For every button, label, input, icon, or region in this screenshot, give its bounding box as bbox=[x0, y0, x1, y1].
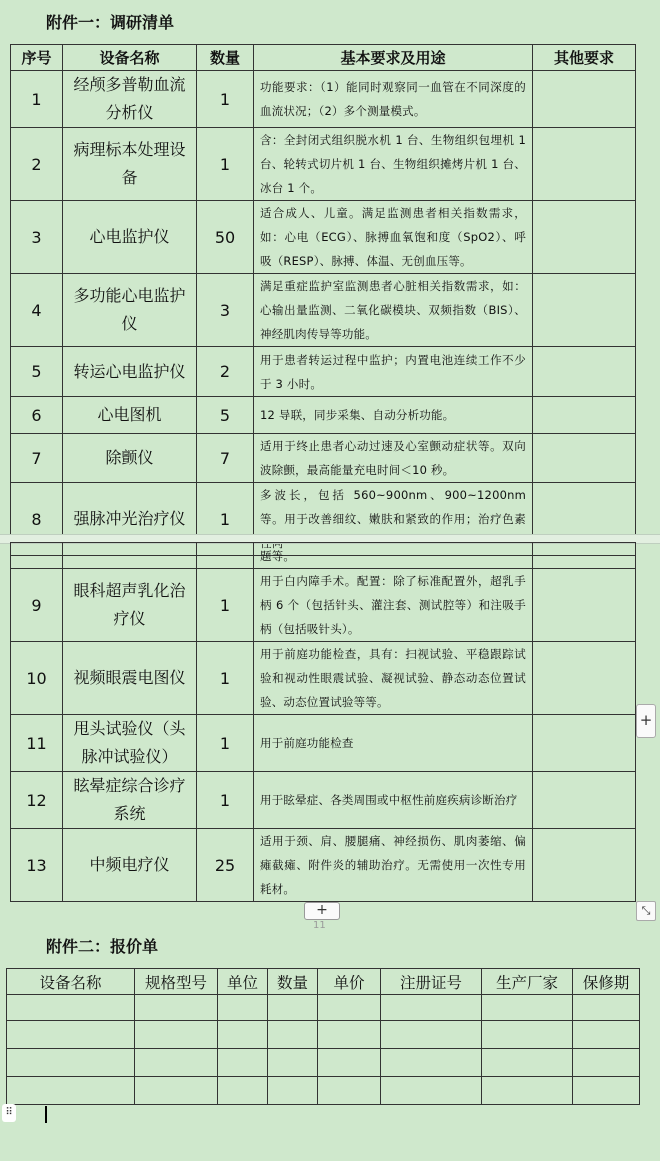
row-device-name: 除颤仪 bbox=[63, 434, 197, 483]
cell[interactable] bbox=[381, 1021, 482, 1049]
table-row bbox=[7, 1077, 640, 1105]
row-requirements: 含：全封闭式组织脱水机 1 台、生物组织包埋机 1 台、轮转式切片机 1 台、生物组织摊烤片机 1 台、冰台 1 个。 bbox=[254, 128, 533, 201]
row-other bbox=[533, 434, 636, 483]
row-index: 4 bbox=[11, 274, 63, 347]
table-row bbox=[11, 347, 636, 397]
row-requirements: 用于眩晕症、各类周围或中枢性前庭疾病诊断治疗 bbox=[254, 772, 533, 829]
cell[interactable] bbox=[482, 1021, 573, 1049]
row-quantity: 25 bbox=[197, 829, 254, 902]
table-header-row bbox=[7, 969, 640, 995]
row-other bbox=[533, 829, 636, 902]
row-device-name: 病理标本处理设备 bbox=[63, 128, 197, 201]
cell[interactable] bbox=[135, 1021, 218, 1049]
cell[interactable] bbox=[7, 1077, 135, 1105]
row-other bbox=[533, 397, 636, 434]
cell[interactable] bbox=[7, 1049, 135, 1077]
row-other bbox=[533, 569, 636, 642]
survey-table-continued bbox=[10, 542, 636, 902]
row-index: 5 bbox=[11, 347, 63, 397]
row-other bbox=[533, 772, 636, 829]
cell[interactable] bbox=[381, 995, 482, 1021]
cell[interactable] bbox=[482, 1049, 573, 1077]
cell[interactable] bbox=[318, 1049, 381, 1077]
row-index: 3 bbox=[11, 201, 63, 274]
row-requirements: 12 导联，同步采集、自动分析功能。 bbox=[254, 397, 533, 434]
cell[interactable] bbox=[381, 1049, 482, 1077]
row-quantity bbox=[197, 543, 254, 569]
cell[interactable] bbox=[318, 1021, 381, 1049]
row-index: 12 bbox=[11, 772, 63, 829]
header-unit-price: 单价 bbox=[318, 969, 381, 995]
header-device-name: 设备名称 bbox=[7, 969, 135, 995]
table-row bbox=[11, 569, 636, 642]
header-requirements: 基本要求及用途 bbox=[254, 45, 533, 71]
cell[interactable] bbox=[218, 1049, 268, 1077]
row-other bbox=[533, 347, 636, 397]
add-row-button[interactable] bbox=[304, 902, 340, 920]
cell[interactable] bbox=[482, 1077, 573, 1105]
table-row bbox=[11, 829, 636, 902]
cell[interactable] bbox=[573, 1049, 640, 1077]
row-device-name: 眩晕症综合诊疗系统 bbox=[63, 772, 197, 829]
row-index: 1 bbox=[11, 71, 63, 128]
header-quantity: 数量 bbox=[268, 969, 318, 995]
row-index: 2 bbox=[11, 128, 63, 201]
survey-table bbox=[10, 44, 636, 556]
row-quantity: 1 bbox=[197, 569, 254, 642]
table-header-row bbox=[11, 45, 636, 71]
cell[interactable] bbox=[482, 995, 573, 1021]
row-index: 8 bbox=[11, 483, 63, 556]
cell[interactable] bbox=[135, 995, 218, 1021]
resize-icon[interactable]: ⤡ bbox=[636, 901, 656, 921]
header-index: 序号 bbox=[11, 45, 63, 71]
row-requirements: 适用于颈、肩、腰腿痛、神经损伤、肌肉萎缩、偏瘫截瘫、附件炎的辅助治疗。无需使用一次性专用耗材。 bbox=[254, 829, 533, 902]
row-quantity: 7 bbox=[197, 434, 254, 483]
cell[interactable] bbox=[218, 995, 268, 1021]
table-row bbox=[7, 1021, 640, 1049]
cell[interactable] bbox=[573, 1021, 640, 1049]
table-row bbox=[11, 128, 636, 201]
table-row bbox=[7, 995, 640, 1021]
cell[interactable] bbox=[318, 995, 381, 1021]
row-requirements: 适用于终止患者心动过速及心室颤动症状等。双向波除颤，最高能量充电时间＜10 秒。 bbox=[254, 434, 533, 483]
cell[interactable] bbox=[268, 1021, 318, 1049]
row-quantity: 5 bbox=[197, 397, 254, 434]
row-index: 10 bbox=[11, 642, 63, 715]
row-device-name: 转运心电监护仪 bbox=[63, 347, 197, 397]
row-requirements: 满足重症监护室监测患者心脏相关指数需求，如：心输出量监测、二氧化碳模块、双频指数（BIS）、神经肌肉传导等功能。 bbox=[254, 274, 533, 347]
row-device-name: 强脉冲光治疗仪 bbox=[63, 483, 197, 556]
cell[interactable] bbox=[7, 1021, 135, 1049]
table-row bbox=[7, 1049, 640, 1077]
row-requirements: 用于前庭功能检查，具有：扫视试验、平稳跟踪试验和视动性眼震试验、凝视试验、静态动态位置试验、动态位置试验等等。 bbox=[254, 642, 533, 715]
row-index: 11 bbox=[11, 715, 63, 772]
cell[interactable] bbox=[318, 1077, 381, 1105]
row-device-name: 甩头试验仪（头脉冲试验仪） bbox=[63, 715, 197, 772]
header-warranty: 保修期 bbox=[573, 969, 640, 995]
table-row bbox=[11, 71, 636, 128]
table-row bbox=[11, 274, 636, 347]
row-other bbox=[533, 543, 636, 569]
row-requirements: 适合成人、儿童。满足监测患者相关指数需求，如：心电（ECG）、脉搏血氧饱和度（SpO2）、呼吸（RESP）、脉搏、体温、无创血压等。 bbox=[254, 201, 533, 274]
row-other bbox=[533, 71, 636, 128]
row-index bbox=[11, 543, 63, 569]
text-cursor bbox=[45, 1106, 47, 1123]
row-other bbox=[533, 201, 636, 274]
row-quantity: 1 bbox=[197, 71, 254, 128]
row-requirements: 用于前庭功能检查 bbox=[254, 715, 533, 772]
cell[interactable] bbox=[268, 1049, 318, 1077]
cell[interactable] bbox=[135, 1077, 218, 1105]
row-device-name: 心电图机 bbox=[63, 397, 197, 434]
row-other bbox=[533, 128, 636, 201]
header-registration-no: 注册证号 bbox=[381, 969, 482, 995]
row-other bbox=[533, 715, 636, 772]
cell[interactable] bbox=[7, 995, 135, 1021]
row-quantity: 50 bbox=[197, 201, 254, 274]
table-row bbox=[11, 772, 636, 829]
row-device-name: 经颅多普勒血流分析仪 bbox=[63, 71, 197, 128]
row-quantity: 1 bbox=[197, 642, 254, 715]
cell[interactable] bbox=[218, 1021, 268, 1049]
row-device-name: 心电监护仪 bbox=[63, 201, 197, 274]
row-quantity: 1 bbox=[197, 772, 254, 829]
row-index: 7 bbox=[11, 434, 63, 483]
row-requirements: 题等。 bbox=[254, 543, 533, 569]
row-device-name: 视频眼震电图仪 bbox=[63, 642, 197, 715]
quotation-table bbox=[6, 968, 640, 1105]
row-requirements: 多波长，包括 560~900nm、900~1200nm 等。用于改善细纹、嫩肤和紧致的作用；治疗色素 bbox=[254, 483, 533, 556]
drag-handle-icon[interactable]: ⠿ bbox=[2, 1104, 16, 1122]
table-row bbox=[11, 715, 636, 772]
header-manufacturer: 生产厂家 bbox=[482, 969, 573, 995]
table-row bbox=[11, 434, 636, 483]
table-row bbox=[11, 397, 636, 434]
row-device-name: 眼科超声乳化治疗仪 bbox=[63, 569, 197, 642]
row-quantity: 1 bbox=[197, 483, 254, 556]
row-index: 6 bbox=[11, 397, 63, 434]
cell[interactable] bbox=[381, 1077, 482, 1105]
row-quantity: 2 bbox=[197, 347, 254, 397]
row-requirements: 用于白内障手术。配置：除了标准配置外，超乳手柄 6 个（包括针头、灌注套、测试腔等）和注吸手柄（包括吸针头）。 bbox=[254, 569, 533, 642]
cell[interactable] bbox=[268, 1077, 318, 1105]
page-number: 11 bbox=[313, 920, 326, 931]
header-model: 规格型号 bbox=[135, 969, 218, 995]
cell[interactable] bbox=[135, 1049, 218, 1077]
row-other bbox=[533, 642, 636, 715]
header-device-name: 设备名称 bbox=[63, 45, 197, 71]
cell[interactable] bbox=[573, 995, 640, 1021]
row-device-name: 中频电疗仪 bbox=[63, 829, 197, 902]
heading-quotation: 附件二：报价单 bbox=[46, 937, 159, 956]
cell[interactable] bbox=[268, 995, 318, 1021]
header-other: 其他要求 bbox=[533, 45, 636, 71]
row-device-name: 多功能心电监护仪 bbox=[63, 274, 197, 347]
row-quantity: 1 bbox=[197, 128, 254, 201]
plus-icon: + bbox=[316, 902, 328, 918]
cell[interactable] bbox=[573, 1077, 640, 1105]
row-device-name bbox=[63, 543, 197, 569]
table-row bbox=[11, 201, 636, 274]
row-requirements: 用于患者转运过程中监护；内置电池连续工作不少于 3 小时。 bbox=[254, 347, 533, 397]
table-row-continued bbox=[11, 543, 636, 569]
header-quantity: 数量 bbox=[197, 45, 254, 71]
row-quantity: 3 bbox=[197, 274, 254, 347]
cell[interactable] bbox=[218, 1077, 268, 1105]
plus-icon[interactable]: + bbox=[636, 704, 656, 738]
row-other bbox=[533, 274, 636, 347]
table-row bbox=[11, 642, 636, 715]
row-index: 13 bbox=[11, 829, 63, 902]
row-index: 9 bbox=[11, 569, 63, 642]
header-unit: 单位 bbox=[218, 969, 268, 995]
row-quantity: 1 bbox=[197, 715, 254, 772]
row-requirements: 功能要求：（1）能同时观察同一血管在不同深度的血流状况；（2）多个测量模式。 bbox=[254, 71, 533, 128]
heading-survey-list: 附件一：调研清单 bbox=[46, 13, 175, 32]
